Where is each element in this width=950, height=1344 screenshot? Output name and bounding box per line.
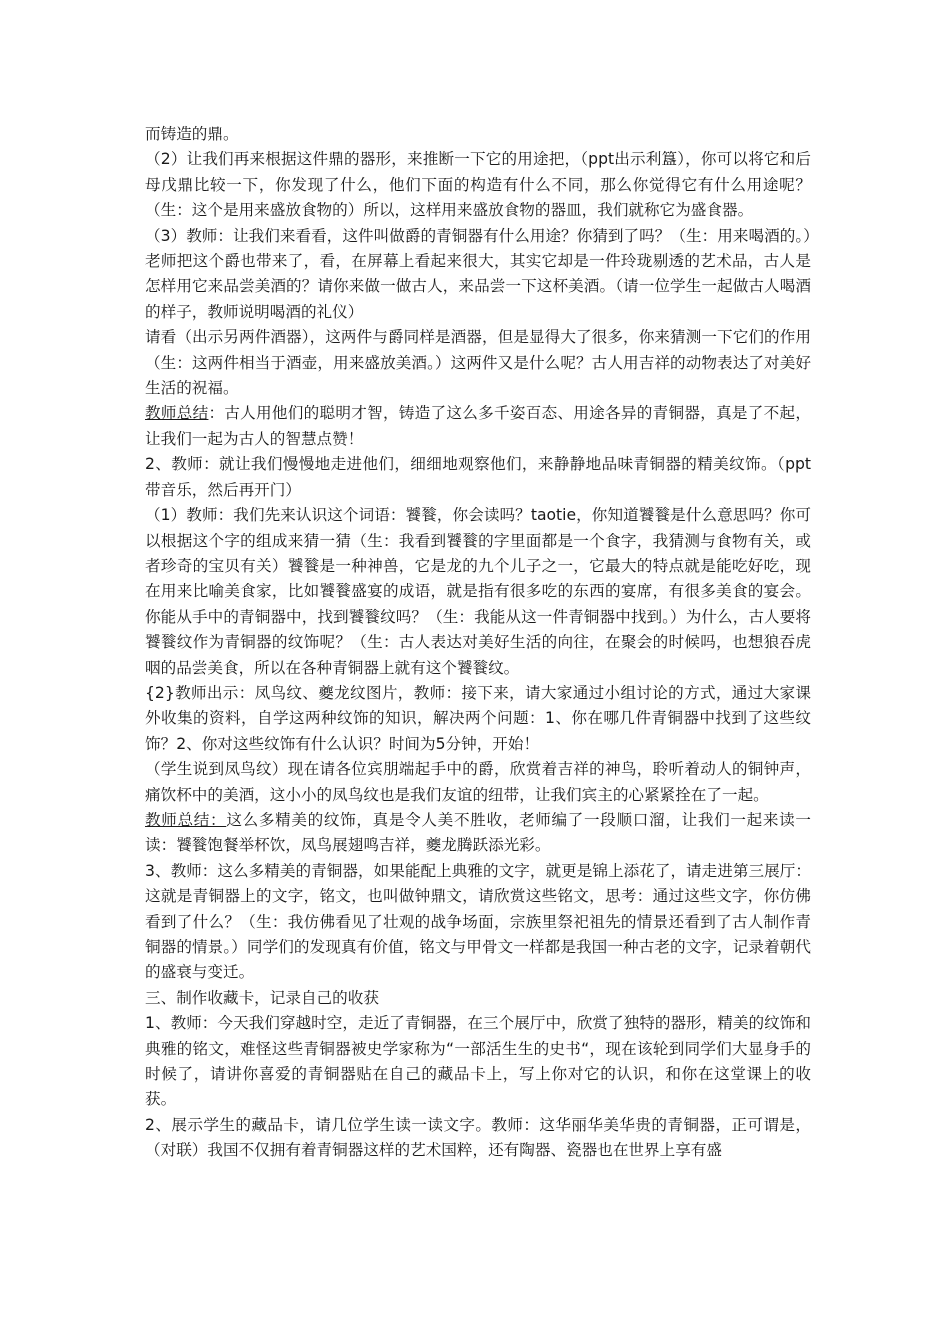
paragraph: 2、展示学生的藏品卡，请几位学生读一读文字。教师：这华丽华美华贵的青铜器，正可谓是，（对联）我国不仅拥有着青铜器这样的艺术国粹，还有陶器、瓷器也在世界上享有盛 <box>145 1115 811 1160</box>
section-heading: 三、制作收藏卡，记录自己的收获 <box>145 988 379 1007</box>
paragraph: （2）让我们再来根据这件鼎的器形，来推断一下它的用途把，（ppt出示利簋），你可以将它和后母戊鼎比较一下，你发现了什么，他们下面的构造有什么不同，那么你觉得它有什么用途呢？（生：这个是用来盛放食物的）所以，这样用来盛放食物的器皿，我们就称它为盛食器。 <box>145 150 811 220</box>
teacher-summary-text: ：古人用他们的聪明才智，铸造了这么多千姿百态、用途各异的青铜器，真是了不起，让我们一起为古人的智慧点赞！ <box>145 404 811 448</box>
paragraph: 而铸造的鼎。 <box>145 125 239 143</box>
paragraph: 2、教师：就让我们慢慢地走进他们，细细地观察他们，来静静地品味青铜器的精美纹饰。（ppt带音乐，然后再开门） <box>145 455 811 499</box>
paragraph: 1、教师：今天我们穿越时空，走近了青铜器，在三个展厅中，欣赏了独特的器形，精美的纹饰和典雅的铭文，难怪这些青铜器被史学家称为“一部活生生的史书“，现在该轮到同学们大显身手的时候了，请讲你喜爱的青铜器贴在自己的藏品卡上，写上你对它的认识，和你在这堂课上的收获。 <box>145 1014 811 1109</box>
teacher-summary-text: 这么多精美的纹饰，真是令人美不胜收，老师编了一段顺口溜，让我们一起来读一读：饕餮饱餐举杯饮，凤鸟展翅鸣吉祥，夔龙腾跃添光彩。 <box>145 810 811 855</box>
teacher-summary-label: 教师总结： <box>145 810 227 829</box>
paragraph: （3）教师：让我们来看看，这件叫做爵的青铜器有什么用途？你猜到了吗？（生：用来喝酒的。）老师把这个爵也带来了，看，在屏幕上看起来很大，其实它却是一件玲珑剔透的艺术品，古人是怎样用它来品尝美酒的？请你来做一做古人，来品尝一下这杯美酒。（请一位学生一起做古人喝酒的样子，教师说明喝酒的礼仪） <box>145 226 811 321</box>
paragraph: 3、教师：这么多精美的青铜器，如果能配上典雅的文字，就更是锦上添花了，请走进第三展厅：这就是青铜器上的文字，铭文，也叫做钟鼎文，请欣赏这些铭文，思考：通过这些文字，你仿佛看到了什么？（生：我仿佛看见了壮观的战争场面，宗族里祭祀祖先的情景还看到了古人制作青铜器的情景。）同学们的发现真有价值，铭文与甲骨文一样都是我国一种古老的文字，记录着朝代的盛衰与变迁。 <box>145 861 811 982</box>
paragraph: （学生说到凤鸟纹）现在请各位宾朋端起手中的爵，欣赏着吉祥的神鸟，聆听着动人的铜钟声，痛饮杯中的美酒，这小小的凤鸟纹也是我们友谊的纽带，让我们宾主的心紧紧拴在了一起。 <box>145 760 811 804</box>
document-body <box>145 122 811 1164</box>
paragraph: {2}教师出示：凤鸟纹、夔龙纹图片，教师：接下来，请大家通过小组讨论的方式，通过大家课外收集的资料，自学这两种纹饰的知识，解决两个问题：1、你在哪几件青铜器中找到了这些纹饰？2、你对这些纹饰有什么认识？时间为5分钟，开始！ <box>145 683 811 753</box>
teacher-summary-paragraph <box>145 401 811 452</box>
paragraph: （1）教师：我们先来认识这个词语：饕餮，你会读吗？taotie，你知道饕餮是什么意思吗？你可以根据这个字的组成来猜一猜（生：我看到饕餮的字里面都是一个食字，我猜测与食物有关，或者珍奇的宝贝有关）饕餮是一种神兽，它是龙的九个儿子之一，它最大的特点就是能吃好吃，现在用来比喻美食家，比如饕餮盛宴的成语，就是指有很多吃的东西的宴席，有很多美食的宴会。你能从手中的青铜器中，找到饕餮纹吗？（生：我能从这一件青铜器中找到。）为什么，古人要将饕餮纹作为青铜器的纹饰呢？（生：古人表达对美好生活的向往，在聚会的时候吗，也想狼吞虎咽的品尝美食，所以在各种青铜器上就有这个饕餮纹。 <box>145 506 811 677</box>
teacher-summary-label: 教师总结 <box>145 404 209 423</box>
paragraph: 请看（出示另两件酒器），这两件与爵同样是酒器，但是显得大了很多，你来猜测一下它们的作用（生：这两件相当于酒壶，用来盛放美酒。）这两件又是什么呢？古人用吉祥的动物表达了对美好生活的祝福。 <box>145 328 811 398</box>
teacher-summary-paragraph <box>145 808 811 859</box>
